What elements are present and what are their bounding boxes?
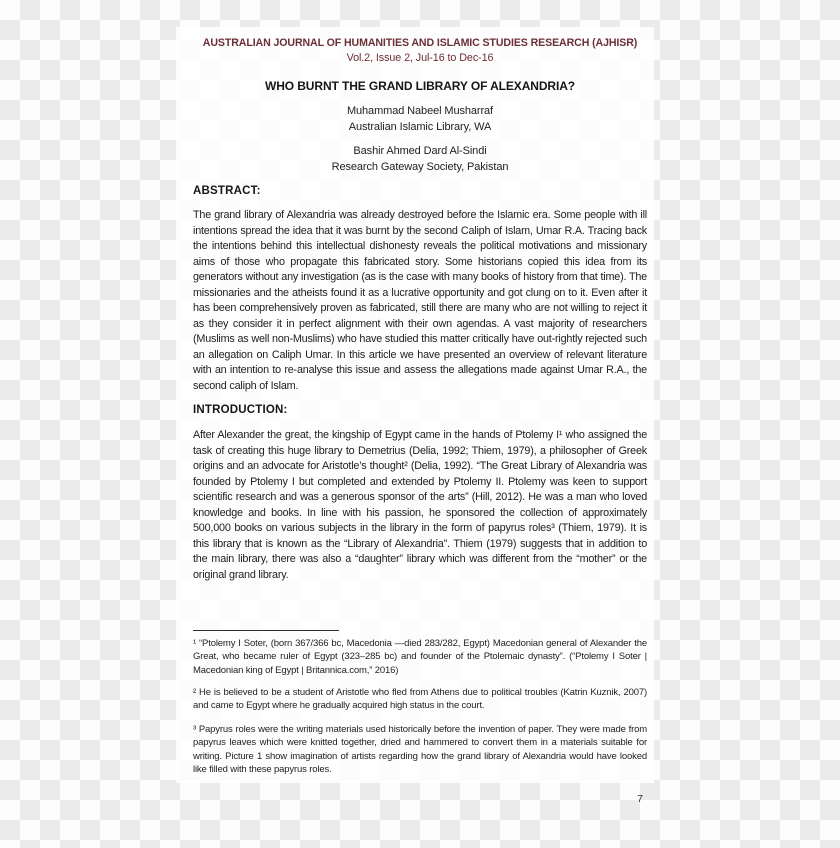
- footnote-3: ³ Papyrus roles were the writing materials used historically before the invention of paper. They were made from papyrus leaves which were knitted together, dried and hammered to convert them in a materials suitable for writing. Picture 1 show imagination of artists regarding how the grand library of Alexandria would have looked like filled with these papyrus roles.: [193, 724, 647, 776]
- page-number: 7: [637, 793, 643, 805]
- footnote-separator: [193, 630, 339, 631]
- introduction-paragraph: After Alexander the great, the kingship of Egypt came in the hands of Ptolemy I¹ who assigned the task of creating this huge library to Demetrius (Delia, 1992; Thiem, 1979), a philosopher of Greek origins and an advocate for Aristotle’s thought² (Delia, 1992). “The Great Library of Alexandria was founded by Ptolemy I but completed and extended by Ptolemy II. Ptolemy was keen to support scientific research and was a generous sponsor of the arts” (Hill, 2012). He was a man who loved knowledge and books. In line with his passion, he sponsored the collection of approximately 500,000 books on various subjects in the library in the form of papyrus roles³ (Thiem, 1979). It is this library that is known as the “Library of Alexandria”. Thiem (1979) suggests that in addition to the main library, there was also a “daughter” library which was different from the “mother” or the original grand library.: [193, 429, 647, 581]
- author-name: Bashir Ahmed Dard Al-Sindi: [353, 145, 487, 157]
- author-affiliation: Australian Islamic Library, WA: [348, 121, 492, 133]
- author-name: Muhammad Nabeel Musharraf: [346, 105, 494, 117]
- journal-issue-line: Vol.2, Issue 2, Jul-16 to Dec-16: [346, 52, 494, 64]
- abstract-paragraph: The grand library of Alexandria was already destroyed before the Islamic era. Some people with ill intentions spread the idea that it was burnt by the second Caliph of Islam, Umar R.A. Tracing back the intentions behind this intellectual dishonesty reveals the political motivations and missionary aims of those who propagate this fabricated story. Some historians copied this idea from its generators without any investigation (as is the case with many books of history from that time). The missionaries and the atheists found it as a lucrative opportunity and got clung on to it. Even after it has been comprehensively proven as fabricated, still there are many who are not willing to reject it as they consider it in perfect alignment with their own agendas. A vast majority of researchers (Muslims as well non-Muslims) who have studied this matter critically have out-rightly rejected such an allegation on Caliph Umar. In this article we have presented an overview of relevant literature with an intention to re-analyse this issue and assess the allegations made against Umar R.A., the second caliph of Islam.: [193, 209, 647, 392]
- journal-header: AUSTRALIAN JOURNAL OF HUMANITIES AND ISLAMIC STUDIES RESEARCH (AJHISR): [202, 37, 638, 49]
- author-affiliation: Research Gateway Society, Pakistan: [331, 161, 509, 173]
- article-title: WHO BURNT THE GRAND LIBRARY OF ALEXANDRIA?: [264, 79, 575, 93]
- section-heading-abstract: ABSTRACT:: [193, 185, 261, 197]
- footnote-2: ² He is believed to be a student of Aristotle who fled from Athens due to political troubles (Katrin Kuznik, 2007) and came to Egypt where he gradually acquired high status in the court.: [193, 687, 647, 712]
- footnote-1: ¹ “Ptolemy I Soter, (born 367/366 bc, Macedonia —died 283/282, Egypt) Macedonian general of Alexander the Great, who became ruler of Egypt (323–285 bc) and founder of the Ptolemaic dynasty”. (“Ptolemy I Soter | Macedonian king of Egypt | Britannica.com,” 2016): [193, 638, 647, 676]
- section-heading-introduction: INTRODUCTION:: [193, 404, 288, 416]
